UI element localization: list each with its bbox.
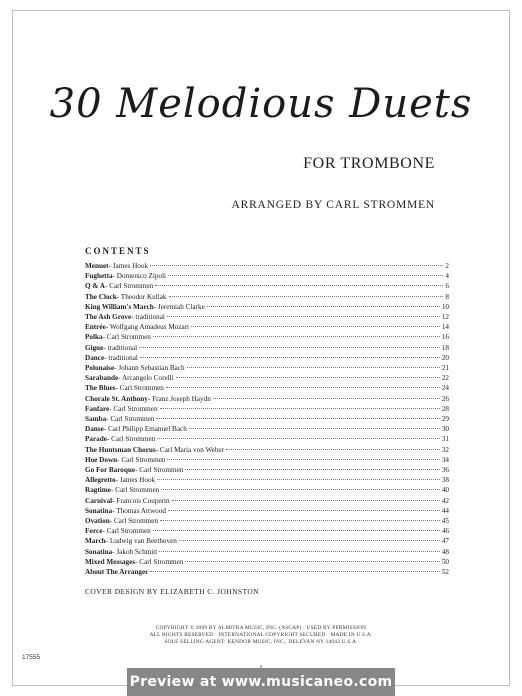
- toc-entry-title: Mixed Messages: [85, 557, 136, 566]
- toc-entry-page: 47: [441, 537, 449, 546]
- toc-entry-page: 14: [441, 323, 449, 332]
- toc-entry-title: Ovation: [85, 517, 110, 526]
- toc-entry-page: 28: [441, 404, 449, 413]
- toc-entry-page: 38: [441, 476, 449, 485]
- toc-entry-title: Carnival: [85, 496, 113, 505]
- toc-entry-composer: - James Hook: [115, 476, 156, 485]
- toc-entry-page: 52: [441, 568, 449, 577]
- preview-watermark[interactable]: [127, 668, 395, 696]
- subtitle: FOR TROMBONE: [303, 155, 435, 172]
- toc-entry-page: 21: [441, 364, 449, 373]
- toc-entry: [85, 434, 449, 444]
- toc-entry-title: Fanfare: [85, 404, 110, 413]
- toc-entry-page: 12: [441, 313, 449, 322]
- toc-entry-composer: - Domenico Zipoli: [112, 272, 167, 281]
- toc-leader-dots: [157, 479, 440, 480]
- toc-entry-composer: - Wolfgang Amadeus Mozart: [105, 323, 190, 332]
- toc-entry-title: The Blues: [85, 384, 116, 393]
- toc-entry: [85, 465, 449, 475]
- toc-entry-page: 18: [441, 343, 449, 352]
- toc-entry-title: Gigue: [85, 343, 104, 352]
- toc-leader-dots: [168, 510, 440, 511]
- toc-entry-page: 24: [441, 384, 449, 393]
- toc-entry-page: 30: [441, 425, 449, 434]
- toc-entry: [85, 496, 449, 506]
- toc-entry: [85, 414, 449, 424]
- toc-entry-page: 42: [441, 496, 449, 505]
- toc-leader-dots: [153, 530, 440, 531]
- copyright-line: ALL RIGHTS RESERVED · INTERNATIONAL COPYRIGHT SECURED · MADE IN U.S.A.: [149, 632, 373, 638]
- toc-entry-title: Parade: [85, 435, 107, 444]
- toc-entry: [85, 547, 449, 557]
- toc-entry-page: 8: [445, 292, 449, 301]
- toc-entry-composer: - Theodor Kullak: [116, 292, 167, 301]
- toc-entry: [85, 363, 449, 373]
- toc-entry-title: Sonatina: [85, 506, 113, 515]
- toc-entry-page: 20: [441, 353, 449, 362]
- toc-entry-composer: - Carl Philipp Emanuel Bach: [103, 425, 187, 434]
- toc-entry: [85, 536, 449, 546]
- toc-entry: [85, 455, 449, 465]
- toc-entry-title: Ragtime: [85, 486, 111, 495]
- toc-leader-dots: [189, 428, 440, 429]
- toc-leader-dots: [187, 367, 440, 368]
- toc-entry-composer: - Carl Strommen: [106, 415, 155, 424]
- toc-entry: [85, 271, 449, 281]
- toc-entry: [85, 322, 449, 332]
- toc-leader-dots: [179, 540, 440, 541]
- toc-leader-dots: [153, 336, 440, 337]
- toc-leader-dots: [150, 571, 439, 572]
- toc-entry: [85, 567, 449, 577]
- toc-entry-title: The Clock: [85, 292, 117, 301]
- toc-leader-dots: [150, 265, 443, 266]
- toc-entry-page: 10: [441, 302, 449, 311]
- toc-entry: [85, 332, 449, 342]
- toc-entry-page: 22: [441, 374, 449, 383]
- toc-entry-page: 45: [441, 517, 449, 526]
- toc-entry-page: 36: [441, 466, 449, 475]
- table-of-contents: [85, 261, 449, 577]
- toc-leader-dots: [185, 469, 439, 470]
- toc-leader-dots: [161, 489, 440, 490]
- score-page: [12, 10, 510, 686]
- toc-entry-title: King William's March: [85, 302, 154, 311]
- toc-entry-composer: - Carl Strommen: [135, 466, 184, 475]
- page-title: 30 Melodious Duets: [49, 81, 473, 127]
- toc-leader-dots: [160, 408, 440, 409]
- catalog-number: 17555: [22, 654, 41, 661]
- toc-entry: [85, 445, 449, 455]
- toc-entry-composer: - Jeremiah Clarke: [153, 302, 205, 311]
- toc-entry: [85, 485, 449, 495]
- toc-leader-dots: [140, 357, 440, 358]
- toc-entry-title: Hoe Down: [85, 455, 118, 464]
- toc-entry: [85, 343, 449, 353]
- toc-leader-dots: [167, 459, 439, 460]
- toc-entry: [85, 404, 449, 414]
- toc-entry-composer: - Carl Strommen: [102, 527, 151, 536]
- toc-entry-composer: - James Hook: [108, 262, 149, 270]
- toc-entry-composer: - traditional: [131, 313, 165, 322]
- toc-entry-page: 44: [441, 506, 449, 515]
- toc-entry: [85, 312, 449, 322]
- toc-entry-title: Chorale St. Anthony: [85, 394, 148, 403]
- toc-entry-title: Sonatina: [85, 547, 113, 556]
- toc-entry-title: Entrée: [85, 323, 106, 332]
- toc-entry-page: 29: [441, 415, 449, 424]
- toc-entry: [85, 394, 449, 404]
- toc-entry: [85, 281, 449, 291]
- contents-heading: CONTENTS: [85, 246, 151, 256]
- toc-entry-page: 6: [445, 282, 449, 291]
- toc-entry: [85, 373, 449, 383]
- toc-entry-page: 26: [441, 394, 449, 403]
- toc-entry-title: Force: [85, 527, 103, 536]
- copyright-line: COPYRIGHT © 2009 BY ALMITRA MUSIC, INC. (ASCAP) · USED BY PERMISSION: [155, 625, 367, 631]
- toc-entry-title: Allegretto: [85, 476, 116, 485]
- watermark-text: Preview at www.musicaneo.com: [129, 674, 393, 690]
- toc-leader-dots: [167, 316, 440, 317]
- toc-entry-composer: - Jakob Schmitt: [112, 547, 158, 556]
- toc-entry: [85, 424, 449, 434]
- toc-entry-title: Fughetta: [85, 272, 113, 281]
- toc-leader-dots: [169, 296, 444, 297]
- toc-entry-title: March: [85, 537, 106, 546]
- toc-leader-dots: [176, 377, 440, 378]
- toc-entry-composer: - Carl Maria von Weber: [155, 445, 225, 454]
- toc-entry-composer: - Carl Strommen: [102, 333, 151, 342]
- toc-entry-title: The Huntsman Chorus: [85, 445, 156, 454]
- toc-entry-composer: - Carl Strommen: [117, 455, 166, 464]
- toc-leader-dots: [207, 306, 440, 307]
- toc-entry-page: 50: [441, 557, 449, 566]
- toc-entry-title: Polka: [85, 333, 103, 342]
- arranger-credit: ARRANGED BY CARL STROMMEN: [231, 199, 435, 211]
- toc-entry-page: 32: [441, 445, 449, 454]
- toc-entry-composer: - Francois Couperin: [112, 496, 170, 505]
- toc-entry: [85, 516, 449, 526]
- toc-entry-composer: - Carl Strommen: [135, 557, 184, 566]
- toc-entry-title: Dance: [85, 353, 105, 362]
- toc-entry-composer: - traditional: [103, 343, 138, 352]
- toc-entry-composer: - Carl Strommen: [106, 435, 156, 444]
- toc-entry-composer: - Carl Strommen: [109, 517, 159, 526]
- toc-entry-page: 40: [441, 486, 449, 495]
- toc-entry-title: Sarabande: [85, 374, 119, 383]
- toc-leader-dots: [226, 449, 440, 450]
- toc-entry-page: 31: [441, 435, 449, 444]
- toc-leader-dots: [191, 326, 440, 327]
- toc-entry-composer: - Franz Joseph Haydn: [147, 394, 211, 403]
- toc-entry: [85, 475, 449, 485]
- toc-entry-title: Samba: [85, 415, 107, 424]
- toc-leader-dots: [185, 561, 439, 562]
- toc-entry-title: Q & A: [85, 282, 105, 291]
- toc-entry-composer: - Carl Strommen: [104, 282, 154, 291]
- toc-entry-title: About The Arranger: [85, 568, 149, 577]
- toc-leader-dots: [159, 551, 440, 552]
- toc-entry-title: The Ash Grove: [85, 313, 132, 322]
- toc-entry: [85, 302, 449, 312]
- toc-entry: [85, 292, 449, 302]
- copyright-notice: [13, 625, 509, 646]
- toc-leader-dots: [172, 500, 440, 501]
- toc-entry: [85, 261, 449, 271]
- toc-leader-dots: [213, 398, 440, 399]
- toc-entry-page: 4: [445, 272, 449, 281]
- toc-entry-title: Go For Baroque: [85, 466, 136, 475]
- toc-entry-composer: - traditional: [104, 353, 138, 362]
- toc-entry-composer: - Ludwig van Beethoven: [105, 537, 177, 546]
- toc-entry-composer: - Carl Strommen: [109, 404, 158, 413]
- toc-entry-page: 16: [441, 333, 449, 342]
- toc-entry-page: 2: [445, 262, 449, 270]
- toc-entry: [85, 557, 449, 567]
- toc-leader-dots: [168, 275, 443, 276]
- toc-entry-page: 34: [441, 455, 449, 464]
- toc-entry: [85, 506, 449, 516]
- toc-entry-title: Danse: [85, 425, 104, 434]
- toc-entry: [85, 383, 449, 393]
- toc-entry: [85, 526, 449, 536]
- toc-entry: [85, 353, 449, 363]
- toc-leader-dots: [139, 347, 440, 348]
- toc-entry-composer: - Arcangelo Corelli: [118, 374, 174, 383]
- copyright-line: SOLE SELLING AGENT: KENDOR MUSIC, INC., DELEVAN NY 14042 U.S.A.: [164, 639, 358, 645]
- toc-leader-dots: [157, 438, 440, 439]
- toc-leader-dots: [166, 387, 440, 388]
- toc-leader-dots: [160, 520, 440, 521]
- toc-entry-title: Polonaise: [85, 364, 115, 373]
- toc-leader-dots: [155, 285, 443, 286]
- toc-entry-title: Menuet: [85, 262, 109, 270]
- toc-entry-page: 46: [441, 527, 449, 536]
- cover-design-credit: COVER DESIGN BY ELIZABETH C. JOHNSTON: [85, 587, 259, 596]
- toc-entry-page: 48: [441, 547, 449, 556]
- toc-entry-composer: - Carl Strommen: [110, 486, 160, 495]
- toc-entry-composer: - Johann Sebastian Bach: [114, 364, 185, 373]
- toc-entry-composer: - Carl Strommen: [115, 384, 164, 393]
- toc-entry-composer: - Thomas Attwood: [112, 506, 166, 515]
- toc-leader-dots: [156, 418, 439, 419]
